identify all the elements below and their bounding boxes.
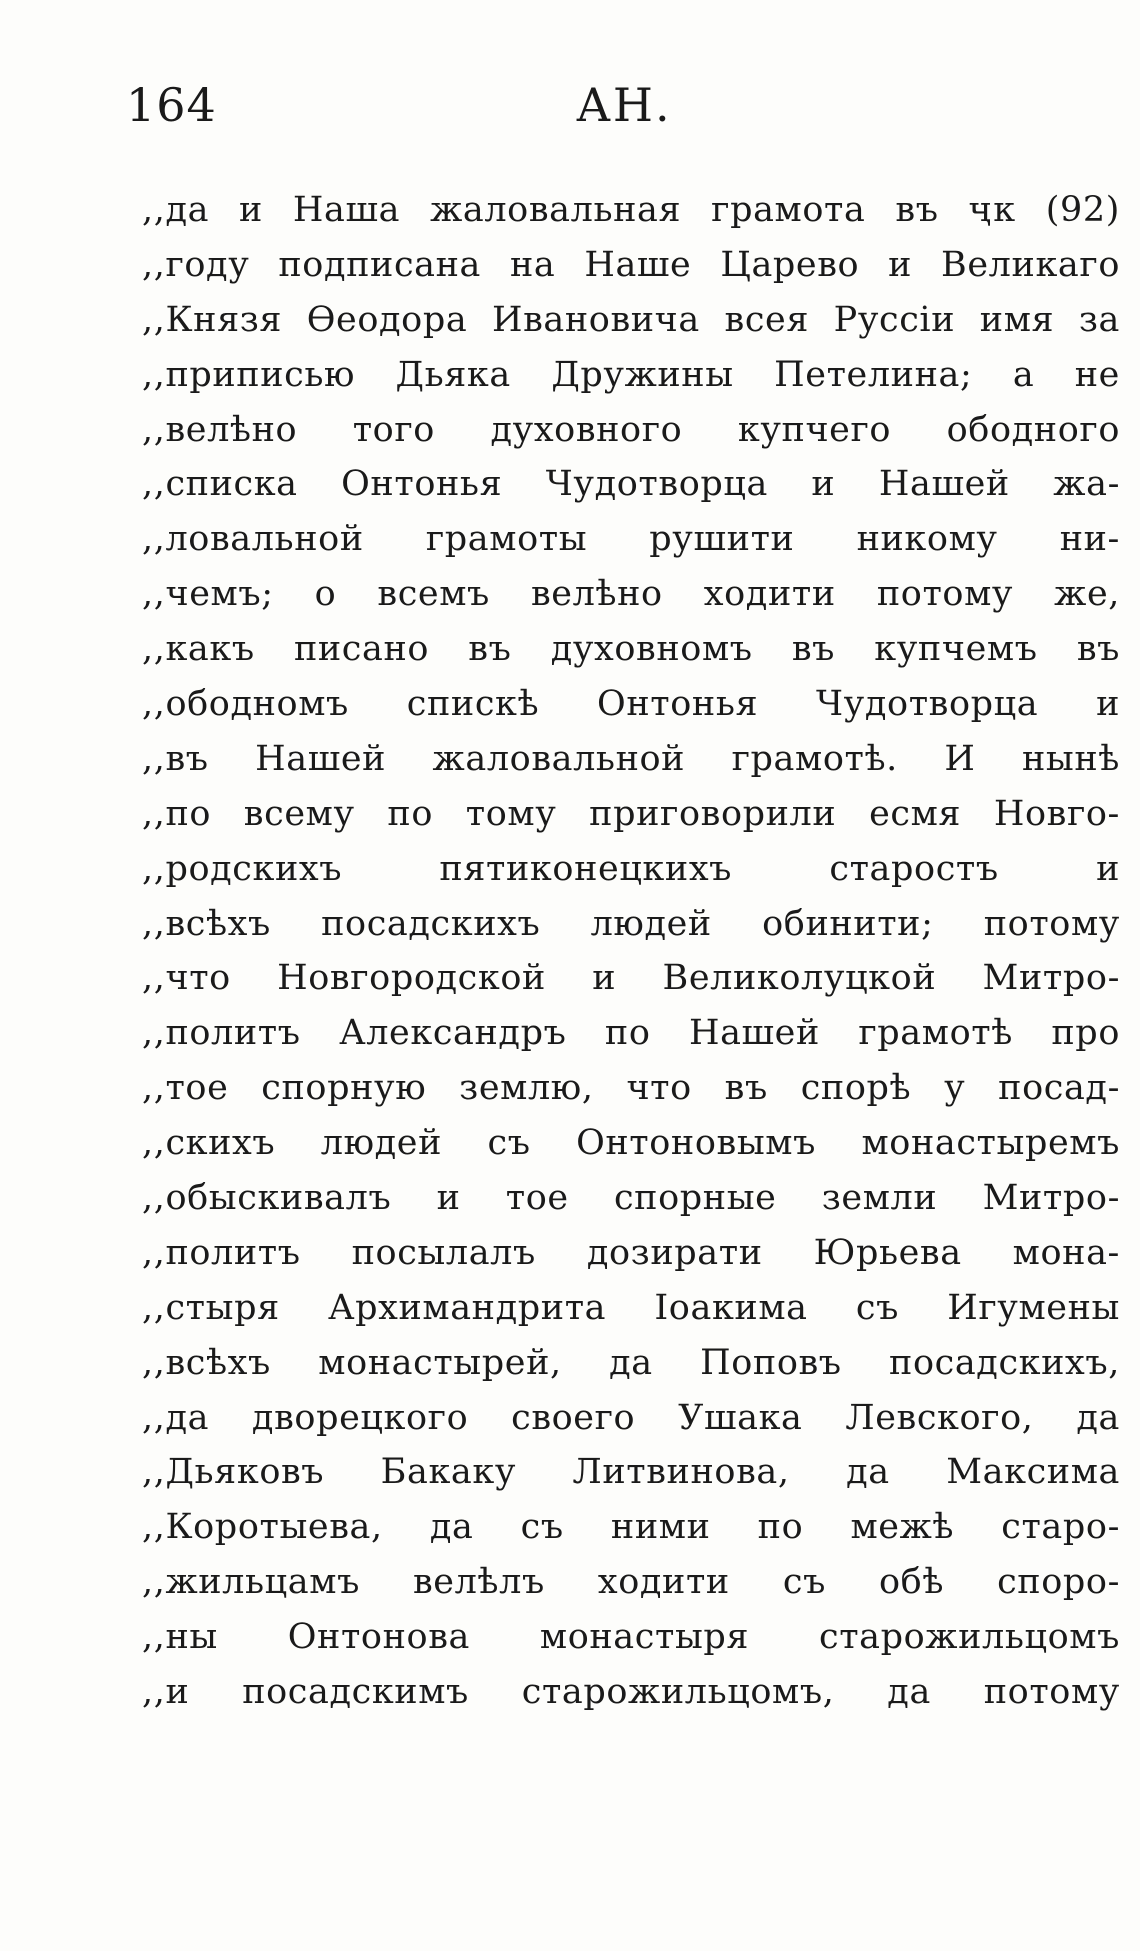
text-line: ,,чемъ; о всемъ велѣно ходити потому же, — [142, 574, 1120, 615]
text-line: ,,всѣхъ посадскихъ людей обинити; потому — [142, 903, 1120, 944]
text-line: ,,ны Онтонова монастыря старожильцомъ — [142, 1617, 1120, 1658]
text-line: ,,по всему по тому приговорили есмя Новго- — [142, 793, 1120, 834]
text-line: ,,въ Нашей жаловальной грамотѣ. И нынѣ — [142, 738, 1120, 779]
text-line: ,,Князя Өеодора Ивановича всея Руссіи имя за — [142, 299, 1120, 340]
text-line: ,,ободномъ спискѣ Онтонья Чудотворца и — [142, 684, 1120, 725]
text-line: ,,скихъ людей съ Онтоновымъ монастыремъ — [142, 1123, 1120, 1164]
text-line: ,,родскихъ пятиконецкихъ старостъ и — [142, 848, 1120, 889]
page-header — [126, 78, 1112, 148]
text-line: ,,стыря Архимандрита Іоакима съ Игумены — [142, 1287, 1120, 1328]
text-line: ,,тое спорную землю, что въ спорѣ у посад- — [142, 1068, 1120, 1109]
text-line: ,,ловальной грамоты рушити никому ни- — [142, 519, 1120, 560]
page-number: 164 — [126, 78, 217, 132]
running-head: АН. — [576, 78, 672, 132]
text-line: ,,приписью Дьяка Дружины Петелина; а не — [142, 354, 1120, 395]
text-line: ,,да и Наша жаловальная грамота въ ҷк (92) — [142, 190, 1120, 230]
text-line: ,,всѣхъ монастырей, да Поповъ посадскихъ, — [142, 1342, 1120, 1383]
text-line: ,,списка Онтонья Чудотворца и Нашей жа- — [142, 464, 1120, 505]
text-line: ,,да дворецкого своего Ушака Левского, да — [142, 1397, 1120, 1438]
text-line: ,,и посадскимъ старожильцомъ, да потому — [142, 1672, 1120, 1713]
text-line: ,,Коротыева, да съ ними по межѣ старо- — [142, 1507, 1120, 1548]
text-line: ,,политъ Александръ по Нашей грамотѣ про — [142, 1013, 1120, 1054]
text-line: ,,какъ писано въ духовномъ въ купчемъ въ — [142, 629, 1120, 670]
text-line: ,,что Новгородской и Великолуцкой Митро- — [142, 958, 1120, 999]
text-line: ,,году подписана на Наше Царево и Великаго — [142, 244, 1120, 285]
text-line: ,,обыскивалъ и тое спорные земли Митро- — [142, 1178, 1120, 1219]
text-line: ,,Дьяковъ Бакаку Литвинова, да Максима — [142, 1452, 1120, 1493]
text-line: ,,политъ посылалъ дозирати Юрьева мона- — [142, 1232, 1120, 1273]
body-text — [142, 183, 1120, 1720]
text-line: ,,жильцамъ велѣлъ ходити съ обѣ споро- — [142, 1562, 1120, 1603]
text-line: ,,велѣно того духовного купчего ободного — [142, 409, 1120, 450]
